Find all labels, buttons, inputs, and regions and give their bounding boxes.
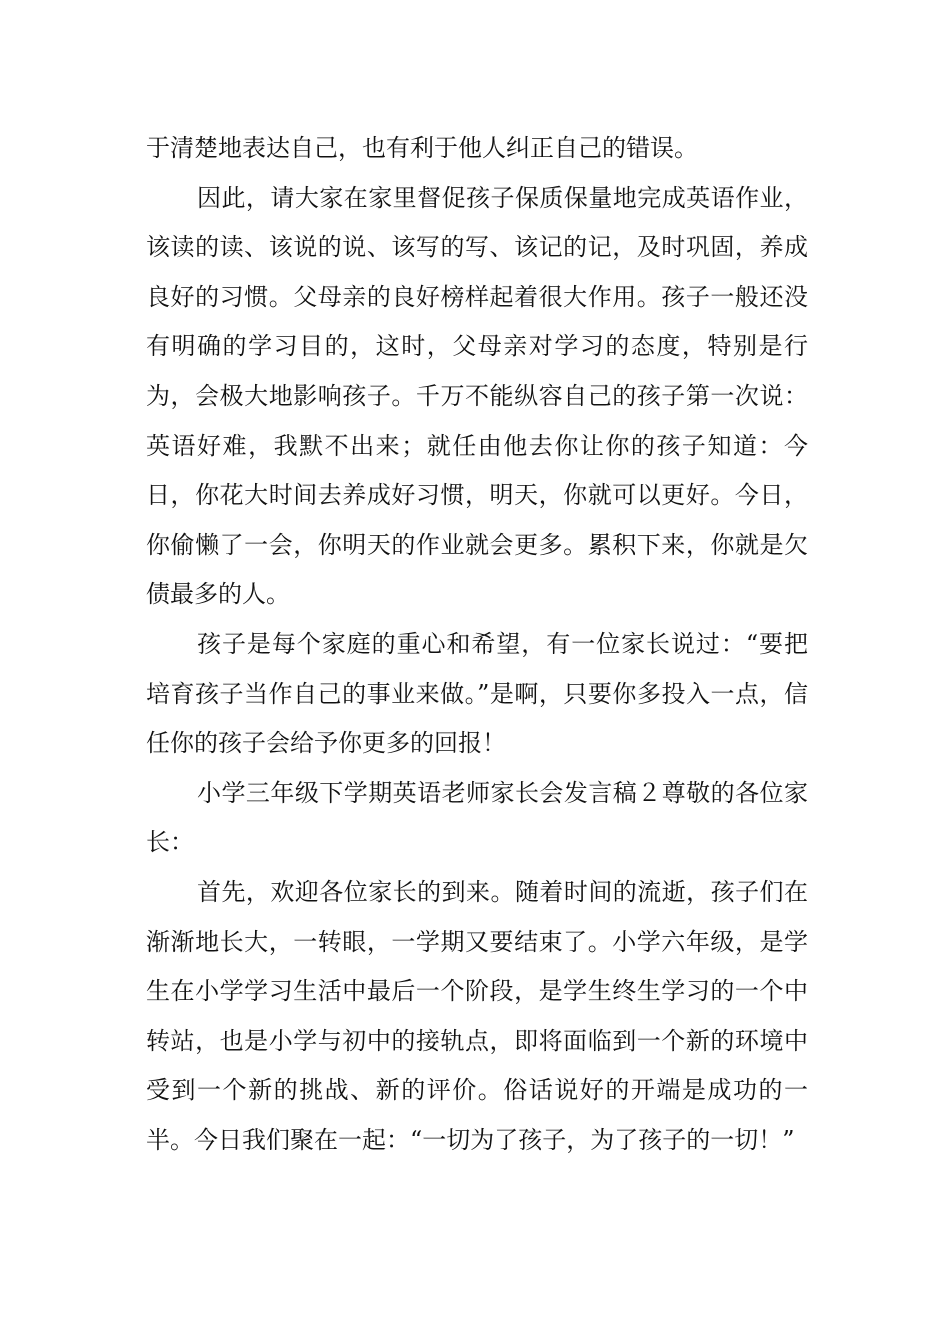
paragraph-welcome: 首先，欢迎各位家长的到来。随着时间的流逝，孩子们在渐渐地长大，一转眼，一学期又要结束了。小学六年级，是学生在小学学习生活中最后一个阶段，是学生终生学习的一个中转站，也是小学与初中的接轨点，即将面临到一个新的环境中受到一个新的挑战、新的评价。俗话说好的开端是成功的一半。今日我们聚在一起：“一切为了孩子，为了孩子的一切！”	[146, 877, 808, 1154]
document-body	[146, 124, 808, 1165]
paragraph-family-hope: 孩子是每个家庭的重心和希望，有一位家长说过：“要把培育孩子当作自己的事业来做。”是啊，只要你多投入一点，信任你的孩子会给予你更多的回报！	[146, 629, 808, 758]
paragraph-continuation: 于清楚地表达自己，也有利于他人纠正自己的错误。	[146, 134, 698, 162]
paragraph-homework-advice: 因此，请大家在家里督促孩子保质保量地完成英语作业，该读的读、该说的说、该写的写、该记的记，及时巩固，养成良好的习惯。父母亲的良好榜样起着很大作用。孩子一般还没有明确的学习目的，这时，父母亲对学习的态度，特别是行为，会极大地影响孩子。千万不能纵容自己的孩子第一次说：英语好难，我默不出来；就任由他去你让你的孩子知道：今日，你花大时间去养成好习惯，明天，你就可以更好。今日，你偷懒了一会，你明天的作业就会更多。累积下来，你就是欠债最多的人。	[146, 183, 808, 609]
paragraph-speech-title: 小学三年级下学期英语老师家长会发言稿２尊敬的各位家长：	[146, 778, 808, 857]
